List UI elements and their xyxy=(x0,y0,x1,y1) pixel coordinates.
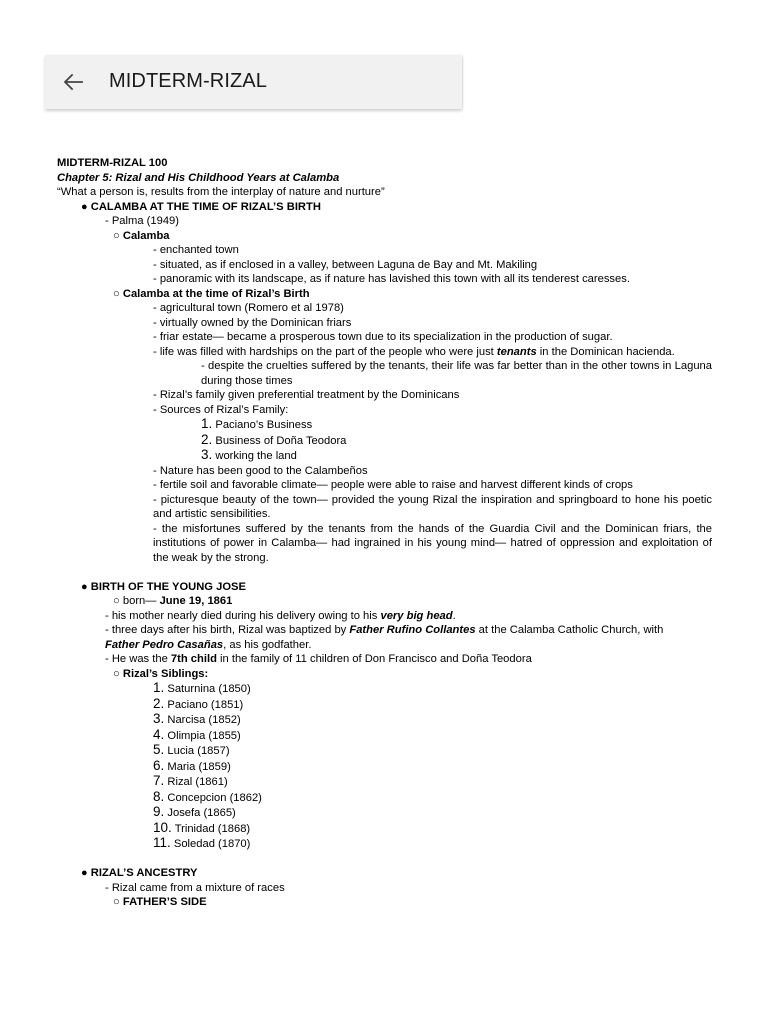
bullet-icon: ● xyxy=(81,200,88,213)
list-item-continuation: Father Pedro Casañas, as his godfather. xyxy=(105,638,312,651)
chapter-quote: “What a person is, results from the interplay of nature and nurture” xyxy=(57,186,385,198)
numbered-item: 1. Paciano’s Business xyxy=(201,416,313,431)
numbered-item: 3. Narcisa (1852) xyxy=(153,711,241,726)
list-item: - despite the cruelties suffered by the tenants, their life was far better than in the other towns in Laguna during those times xyxy=(201,360,712,387)
section-heading-birth: ● BIRTH OF THE YOUNG JOSE xyxy=(81,580,246,593)
list-item: - fertile soil and favorable climate— people were able to raise and harvest different kinds of crops xyxy=(153,479,633,491)
list-item: - life was filled with hardships on the part of the people who were just tenants in the Dominican hacienda. xyxy=(153,345,675,358)
circle-bullet-icon: ○ xyxy=(113,595,120,607)
bullet-icon: ● xyxy=(81,580,88,593)
arrow-left-icon xyxy=(57,66,89,98)
numbered-item: 11. Soledad (1870) xyxy=(153,835,251,850)
list-item: - situated, as if enclosed in a valley, between Laguna de Bay and Mt. Makiling xyxy=(153,258,538,271)
list-item: - friar estate— became a prosperous town due to its specialization in the production of sugar. xyxy=(153,331,613,343)
list-item: - agricultural town (Romero et al 1978) xyxy=(153,302,344,314)
numbered-item: 10. Trinidad (1868) xyxy=(153,819,251,835)
app-bar xyxy=(45,55,462,109)
chapter-title: Chapter 5: Rizal and His Childhood Years at Calamba xyxy=(57,171,340,184)
list-item: - picturesque beauty of the town— provided the young Rizal the inspiration and springboard to hone his poetic and artistic sensibilities. xyxy=(153,493,712,520)
numbered-item: 8. Concepcion (1862) xyxy=(153,788,262,804)
subheading-siblings: ○ Rizal’s Siblings: xyxy=(113,667,209,680)
subheading-fathers-side: ○ FATHER’S SIDE xyxy=(113,896,207,908)
subheading-calamba: ○ Calamba xyxy=(113,229,170,242)
doc-heading: MIDTERM-RIZAL 100 xyxy=(57,157,168,169)
document-body xyxy=(57,156,712,910)
list-item: - the misfortunes suffered by the tenants from the hands of the Guardia Civil and the Dominican friars, the institutions of power in Calamba— had ingrained in his young mind— hatred of oppression and exploitation of the weak by the strong. xyxy=(153,522,712,564)
list-item: - enchanted town xyxy=(153,244,239,256)
list-item: - panoramic with its landscape, as if nature has lavished this town with all its tenderest caresses. xyxy=(153,273,630,285)
list-item: - Palma (1949) xyxy=(105,215,179,227)
numbered-item: 5. Lucia (1857) xyxy=(153,742,230,757)
section-heading-calamba: ● CALAMBA AT THE TIME OF RIZAL’S BIRTH xyxy=(81,200,321,213)
numbered-item: 3. working the land xyxy=(201,447,297,462)
circle-bullet-icon: ○ xyxy=(113,229,120,242)
circle-bullet-icon: ○ xyxy=(113,287,120,300)
numbered-item: 4. Olimpia (1855) xyxy=(153,726,241,742)
list-item: - his mother nearly died during his delivery owing to his very big head. xyxy=(105,609,456,622)
numbered-item: 7. Rizal (1861) xyxy=(153,773,228,788)
list-item: - Rizal’s family given preferential treatment by the Dominicans xyxy=(153,389,460,401)
numbered-item: 2. Business of Doña Teodora xyxy=(201,431,347,447)
circle-bullet-icon: ○ xyxy=(113,667,120,680)
circle-bullet-icon: ○ xyxy=(113,896,120,908)
list-item: - Nature has been good to the Calambeños xyxy=(153,464,368,477)
app-bar-title: MIDTERM-RIZAL xyxy=(109,70,267,92)
numbered-item: 1. Saturnina (1850) xyxy=(153,680,251,695)
bullet-icon: ● xyxy=(81,867,88,879)
back-button[interactable] xyxy=(57,66,89,98)
list-item: - virtually owned by the Dominican friars xyxy=(153,316,352,329)
numbered-item: 2. Paciano (1851) xyxy=(153,695,244,711)
list-item: ○ born— June 19, 1861 xyxy=(113,595,233,607)
numbered-item: 9. Josefa (1865) xyxy=(153,804,236,819)
list-item: - Sources of Rizal’s Family: xyxy=(153,403,289,416)
list-item: - He was the 7th child in the family of 11 children of Don Francisco and Doña Teodora xyxy=(105,653,532,665)
siblings-list xyxy=(57,681,712,852)
list-item: - Rizal came from a mixture of races xyxy=(105,881,285,894)
subheading-calamba-time: ○ Calamba at the time of Rizal’s Birth xyxy=(113,287,310,300)
list-item: - three days after his birth, Rizal was baptized by Father Rufino Collantes at the Calamba Catholic Church, with xyxy=(105,624,664,636)
section-heading-ancestry: ● RIZAL’S ANCESTRY xyxy=(81,867,198,879)
numbered-item: 6. Maria (1859) xyxy=(153,757,231,773)
